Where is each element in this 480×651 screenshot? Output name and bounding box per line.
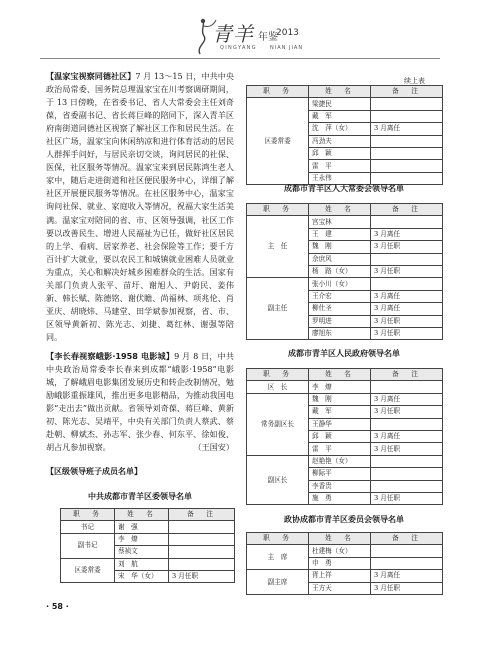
table-row: [247, 98, 443, 110]
name-cell: 戴 军: [309, 406, 371, 418]
article-body: 7 月 13～15 日，中共中央政治局常委、国务院总理温家宝在川考察调研期间，于 13 日傍晚，在省委书记、省人大常委会主任刘奇葆，省委副书记、省长蒋巨峰的陪同下，深入青羊区府南街道同德社区视察了解社区工作和居民生活。在社区广场，温家宝向休闲纳凉和进行体育活动的居民人群挥手问好，与居民亲切交谈，询问居民的社保、医保，社区服务等情况。温家宝来到居民陈鸿生老人家中，随后走进街道和社区便民服务中心，详细了解社区开展便民服务等情况。在社区服务中心，温家宝询问社保、就业、家庭收入等情况，祝福大家生活美满。温家宝对陪同的省、市、区领导强调，社区工作要以改善民生、增进人民福祉为已任，做好社区居民的上学、看病、居家养老、社会保险等工作；要千方百计扩大就业，要以农民工和城镇就业困难人员就业为重点，关心和解决好城乡困难群众的生活。国家有关部门负责人张平、苗圩、谢旭人、尹蔚民、姜伟新、韩长赋、陈德铭、谢伏瞻、尚福林、项兆伦、肖亚庆、胡晓炜、马建堂、田学斌参加视察，省、市、区领导黄新初、陈光志、刘捷、葛红林、谢强等陪同。: [46, 71, 234, 342]
note-cell: 3 月任职: [371, 241, 443, 253]
article-column: [46, 70, 234, 454]
note-cell: 3 月离任: [371, 430, 443, 442]
name-cell: 胥上祥: [309, 570, 371, 582]
header-title: 青羊: [212, 22, 254, 46]
name-cell: 刘 航: [115, 558, 169, 570]
table-header-row: [61, 509, 235, 521]
table-title: 成都市青羊区人民政府领导名单: [288, 349, 400, 358]
npc-leaders-table: [246, 203, 443, 340]
role-cell: 书记: [61, 521, 115, 533]
name-cell: 杨 路（女）: [309, 265, 371, 277]
section-heading: 【区级领导班子成员名单】: [46, 467, 142, 476]
note-cell: 3 月离任: [371, 393, 443, 405]
note-cell: 3 月任职: [169, 570, 235, 582]
name-cell: 魏 刚: [309, 393, 371, 405]
table-title: 成都市青羊区人大常委会领导名单: [284, 184, 404, 193]
note-cell: [371, 98, 443, 110]
header-pinyin: QINGYANG: [220, 45, 257, 51]
name-cell: 沈 萍（女）: [309, 123, 371, 135]
table-row: [61, 521, 235, 533]
column-header: 姓 名: [309, 204, 371, 216]
column-header: 备 注: [371, 86, 443, 98]
article-signature: （王国安）: [193, 442, 234, 453]
table-header-row: [247, 86, 443, 98]
table-row: [247, 216, 443, 228]
name-cell: 雷 平: [309, 443, 371, 455]
note-cell: 3 月任职: [371, 406, 443, 418]
name-cell: 戴 军: [309, 110, 371, 122]
note-cell: [371, 135, 443, 147]
name-cell: 廖旭东: [309, 327, 371, 339]
role-cell: 主 任: [247, 216, 309, 278]
column-header: 备 注: [169, 509, 235, 521]
note-cell: 3 月任职: [371, 443, 443, 455]
party-leaders-table: [60, 508, 235, 583]
note-cell: 3 月任职: [371, 327, 443, 339]
note-cell: [169, 546, 235, 558]
role-cell: 副主任: [247, 278, 309, 340]
name-cell: 李 燎: [309, 381, 371, 393]
column-header: 姓 名: [309, 533, 371, 545]
name-cell: 王静华: [309, 418, 371, 430]
name-cell: 张小川（女）: [309, 278, 371, 290]
role-cell: 区委常委: [61, 558, 115, 583]
name-cell: 佘庶风: [309, 253, 371, 265]
role-cell: 区 长: [247, 381, 309, 393]
name-cell: 谢 强: [115, 521, 169, 533]
column-header: 备 注: [371, 533, 443, 545]
note-cell: [371, 381, 443, 393]
note-cell: [169, 521, 235, 533]
column-header: 职 务: [61, 509, 115, 521]
note-cell: 3 月离任: [371, 228, 443, 240]
table-header-row: [247, 369, 443, 381]
note-cell: [371, 216, 443, 228]
article-heading: 【李长春视察峨影·1958 电影城】: [46, 350, 175, 361]
note-cell: [371, 253, 443, 265]
role-cell: 常务副区长: [247, 393, 309, 455]
role-cell: 副书记: [61, 533, 115, 558]
note-cell: [371, 455, 443, 467]
name-cell: 宋 华（女）: [115, 570, 169, 582]
table-row: [247, 393, 443, 405]
name-cell: 王 建: [309, 228, 371, 240]
article-heading: 【温家宝视察同德社区】: [46, 71, 136, 81]
table-row: [247, 455, 443, 467]
note-cell: [371, 468, 443, 480]
note-cell: [371, 278, 443, 290]
table-row: [247, 278, 443, 290]
role-cell: 副区长: [247, 455, 309, 505]
article-body: 9 月 8 日，中共中央政治局常委李长春来到成都“峨影·1958”电影城，了解峨眉电影集团发展历史和转企改制情况，勉励峨影重振雄风，推出更多电影精品，为推动我国电影“走出去”做出贡献。省领导刘奇葆、蒋巨峰、黄新初、陈光志、吴靖平，中央有关部门负责人蔡武、蔡赴朝、柳斌杰、孙志军、张少春、何东平、徐如俊、胡占凡参加视察。: [46, 350, 234, 453]
note-cell: [371, 557, 443, 569]
header-title-suffix: 年鉴: [258, 32, 278, 43]
name-cell: 冯劲夫: [309, 135, 371, 147]
government-leaders-table: [246, 368, 443, 505]
header-year: 2013: [276, 28, 299, 38]
column-header: 姓 名: [309, 86, 371, 98]
table-title: 政协成都市青羊区委员会领导名单: [284, 515, 404, 524]
name-cell: 蔡祯文: [115, 546, 169, 558]
name-cell: 李 燎: [115, 533, 169, 545]
note-cell: 3 月任职: [371, 582, 443, 594]
header-pinyin-2: NIAN JIAN: [270, 45, 304, 51]
role-cell: 主 席: [247, 545, 309, 570]
name-cell: 罗明进: [309, 315, 371, 327]
table-header-row: [247, 533, 443, 545]
table-header-row: [247, 204, 443, 216]
table-title: 中共成都市青羊区委领导名单: [88, 492, 192, 501]
note-cell: 3 月离任: [371, 290, 443, 302]
column-header: 姓 名: [309, 369, 371, 381]
running-header: [0, 14, 480, 62]
article-wen: [46, 70, 234, 344]
note-cell: [371, 160, 443, 172]
table-row: [61, 558, 235, 570]
page-number: · 58 ·: [46, 602, 69, 611]
name-cell: 邱 颖: [309, 430, 371, 442]
note-cell: 3 月任职: [371, 265, 443, 277]
party-leaders-table-continued: [246, 85, 443, 185]
name-cell: 李香贵: [309, 480, 371, 492]
note-cell: 3 月离任: [371, 303, 443, 315]
header-rule: [40, 58, 440, 59]
column-header: 职 务: [247, 86, 309, 98]
name-cell: 王介宏: [309, 290, 371, 302]
name-cell: 柳际平: [309, 468, 371, 480]
note-cell: [169, 558, 235, 570]
note-cell: [371, 480, 443, 492]
note-cell: [371, 110, 443, 122]
note-cell: 3 月离任: [371, 570, 443, 582]
article-li: [46, 350, 234, 454]
name-cell: 赵艳艳（女）: [309, 455, 371, 467]
name-cell: 施 勇: [309, 492, 371, 504]
name-cell: 宫宝林: [309, 216, 371, 228]
name-cell: 梁捷民: [309, 98, 371, 110]
note-cell: [169, 533, 235, 545]
name-cell: 邱 颖: [309, 147, 371, 159]
column-header: 职 务: [247, 204, 309, 216]
column-header: 职 务: [247, 369, 309, 381]
note-cell: [371, 147, 443, 159]
name-cell: 雷 平: [309, 160, 371, 172]
table-row: [247, 381, 443, 393]
note-cell: [371, 545, 443, 557]
name-cell: 柳仕圣: [309, 303, 371, 315]
column-header: 职 务: [247, 533, 309, 545]
continued-label: 续上表: [404, 77, 425, 85]
note-cell: 3 月任职: [371, 492, 443, 504]
role-cell: 区委常委: [247, 98, 309, 185]
role-cell: 副主席: [247, 570, 309, 595]
note-cell: 3 月离任: [371, 123, 443, 135]
column-header: 备 注: [371, 369, 443, 381]
column-header: 备 注: [371, 204, 443, 216]
table-row: [247, 545, 443, 557]
table-row: [247, 570, 443, 582]
name-cell: 魏 刚: [309, 241, 371, 253]
column-header: 姓 名: [115, 509, 169, 521]
note-cell: [371, 418, 443, 430]
name-cell: 王方天: [309, 582, 371, 594]
name-cell: 王永伟: [309, 172, 371, 184]
cppcc-leaders-table: [246, 532, 443, 595]
table-row: [61, 533, 235, 545]
note-cell: 3 月任职: [371, 315, 443, 327]
name-cell: 杜建梅（女）: [309, 545, 371, 557]
name-cell: 申 勇: [309, 557, 371, 569]
